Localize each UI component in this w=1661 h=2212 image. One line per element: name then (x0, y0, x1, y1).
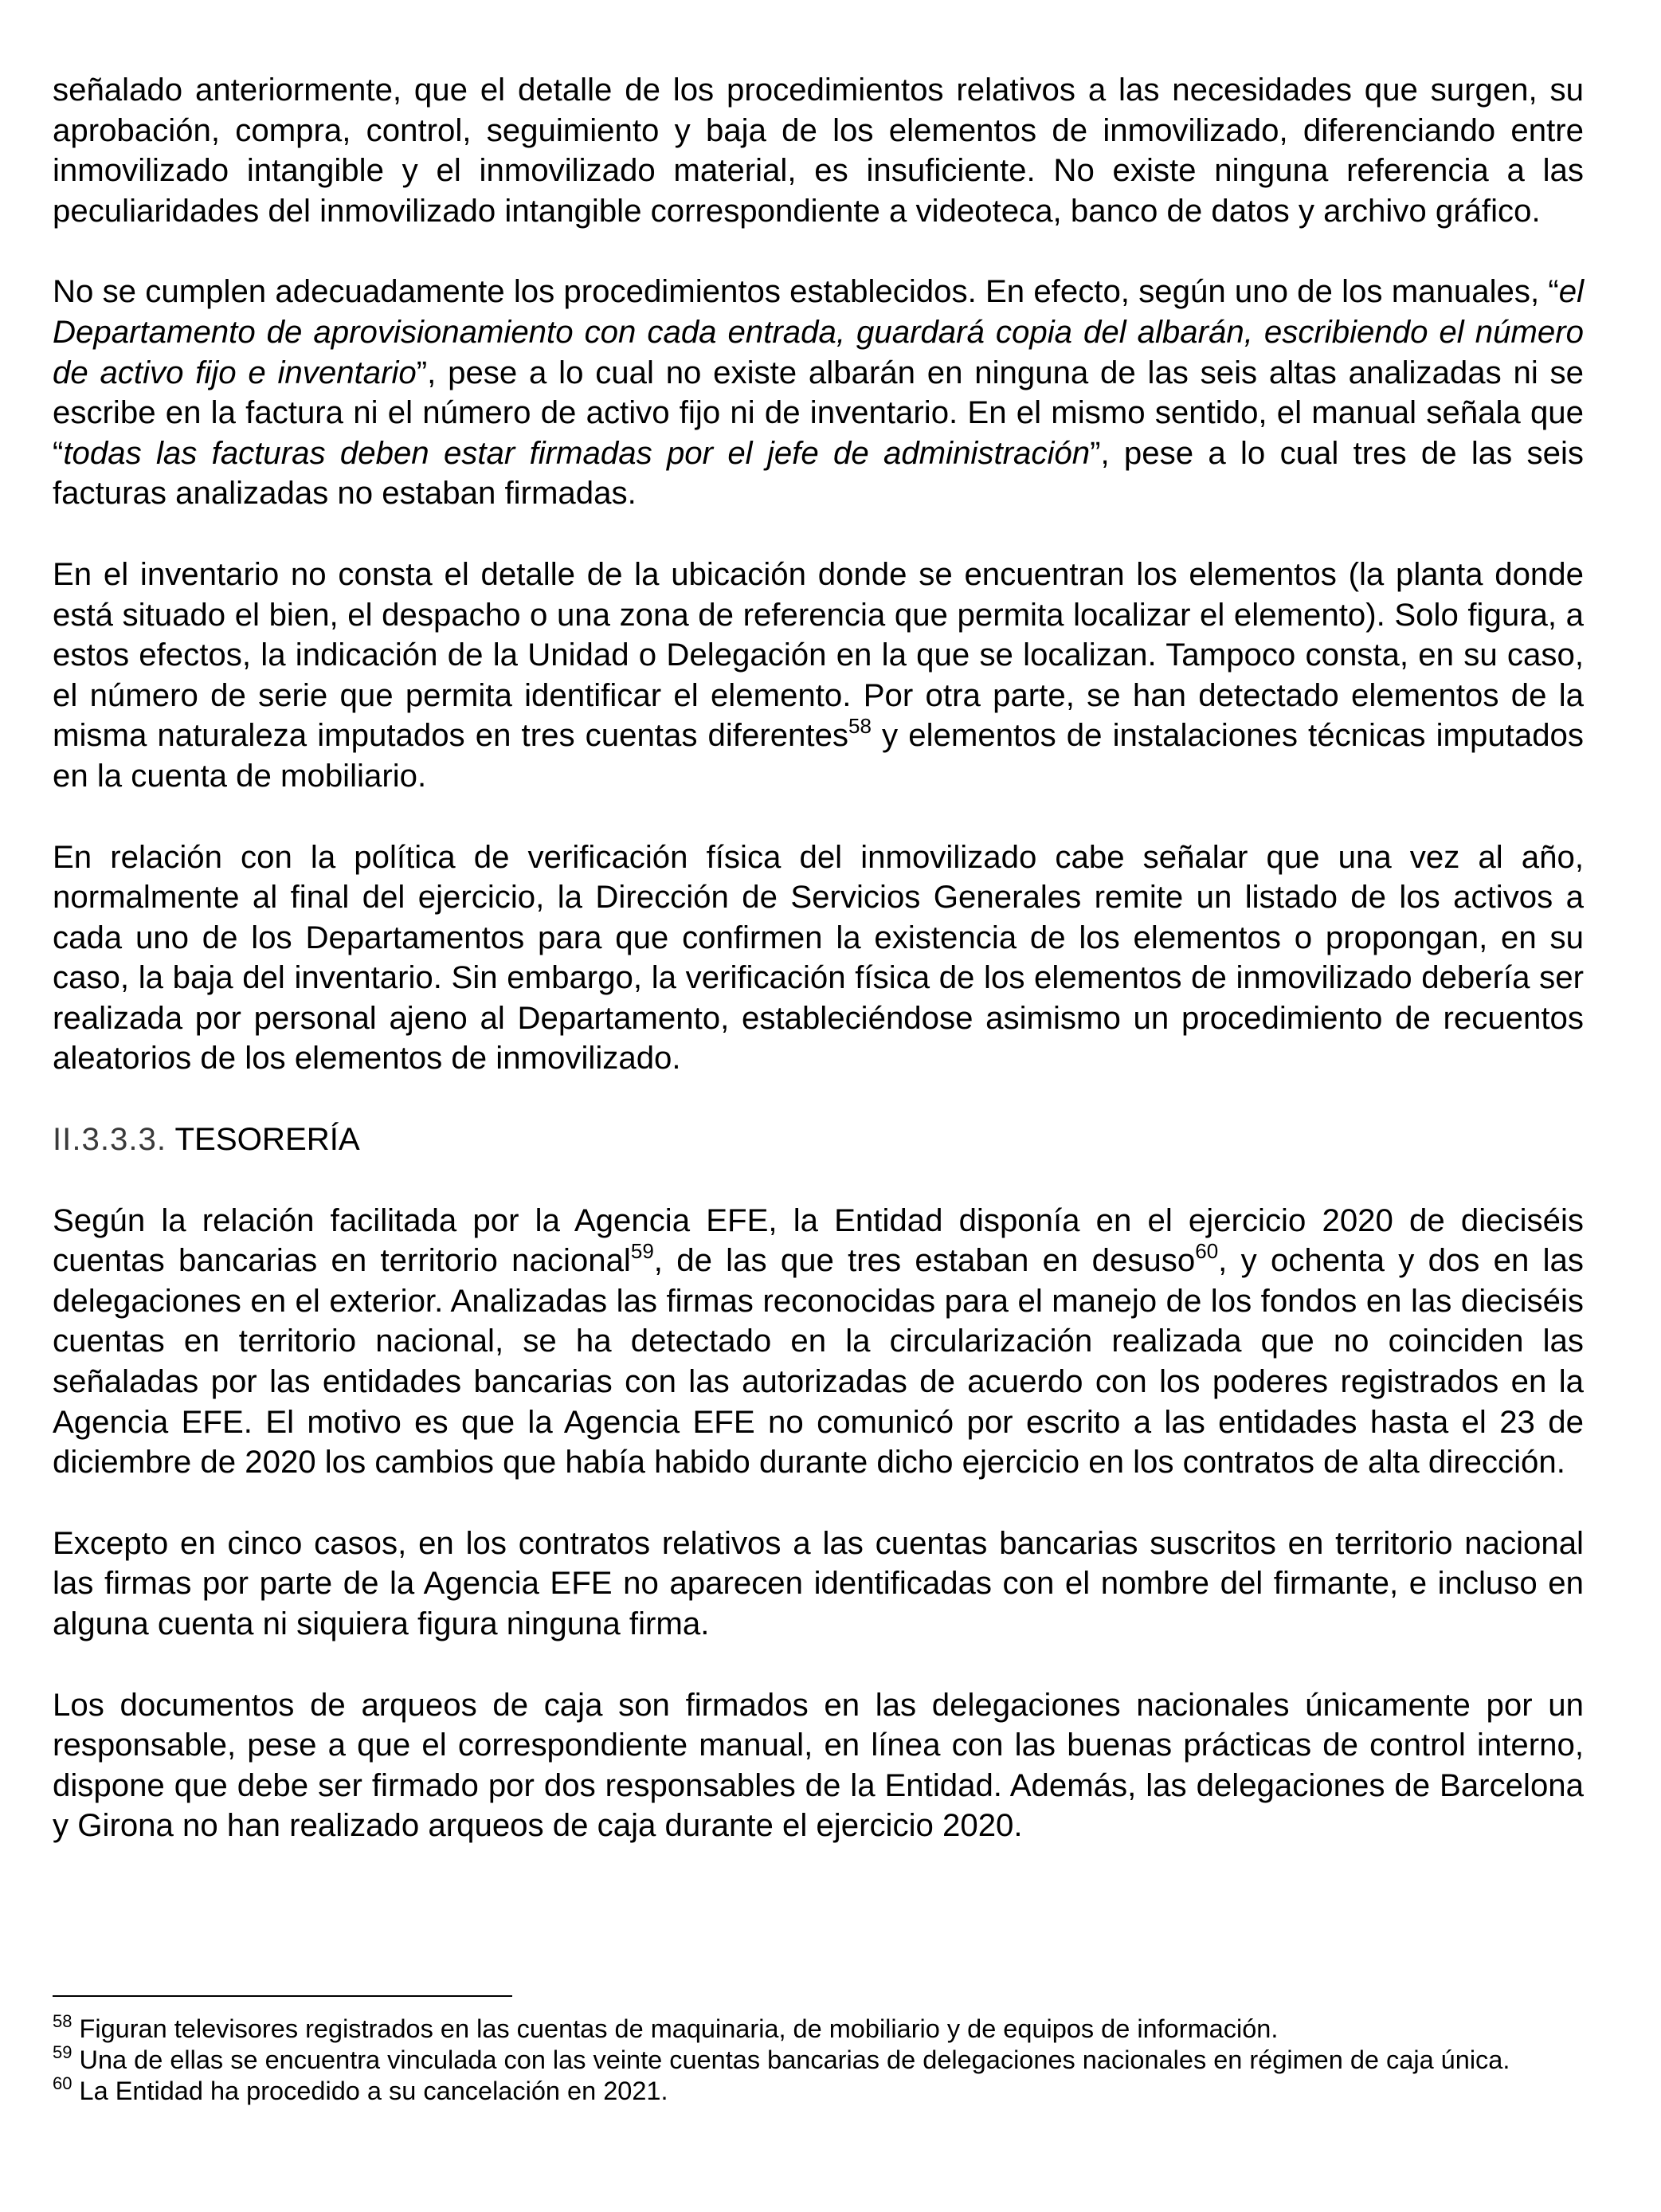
paragraph-inventory-location (53, 555, 1584, 797)
text-run: Excepto en cinco casos, en los contratos relativos a las cuentas bancarias suscritos en territorio nacional las firmas por parte de la Agencia EFE no aparecen identificadas con el nombre del firmante, e incluso en alguna cuenta ni siquiera figura ninguna firma. (53, 1524, 1584, 1641)
paragraph-bank-contracts (53, 1524, 1584, 1645)
text-run: y elementos de instalaciones técnicas imputados en la cuenta de mobiliario. (53, 717, 1584, 794)
text-run: Según la relación facilitada por la Agencia EFE, la Entidad disponía en el ejercicio 2020 de dieciséis cuentas bancarias en territorio nacional (53, 1202, 1584, 1279)
text-run: En relación con la política de verificación física del inmovilizado cabe señalar que una vez al año, normalmente al final del ejercicio, la Dirección de Servicios Generales remite un listado de los activos a cada uno de los Departamentos para que confirmen la existencia de los elementos o propongan, en su caso, la baja del inventario. Sin embargo, la verificación física de los elementos de inmovilizado debería ser realizada por personal ajeno al Departamento, estableciéndose asimismo un procedimiento de recuentos aleatorios de los elementos de inmovilizado. (53, 838, 1584, 1077)
footnote-text: Figuran televisores registrados en las cuentas de maquinaria, de mobiliario y de equipos de información. (79, 2014, 1279, 2043)
footnotes (53, 1995, 1584, 2107)
footnote-text: Una de ellas se encuentra vinculada con las veinte cuentas bancarias de delegaciones nacionales en régimen de caja única. (79, 2045, 1510, 2074)
document-body (53, 70, 1584, 1846)
text-run: señalado anteriormente, que el detalle de los procedimientos relativos a las necesidades que surgen, su aprobación, compra, control, seguimiento y baja de los elementos de inmovilizado, diferenciando entre inmovilizado intangible y el inmovilizado material, es insuficiente. No existe ninguna referencia a las peculiaridades del inmovilizado intangible correspondiente a videoteca, banco de datos y archivo gráfico. (53, 72, 1584, 229)
footnote-ref: 59 (630, 1238, 654, 1263)
text-run: , y ochenta y dos en las delegaciones en el exterior. Analizadas las firmas reconocidas para el manejo de los fondos en las dieciséis cuentas en territorio nacional, se ha detectado en la circularización realizada que no coinciden las señaladas por las entidades bancarias con las autorizadas de acuerdo con los poderes registrados en la Agencia EFE. El motivo es que la Agencia EFE no comunicó por escrito a las entidades hasta el 23 de diciembre de 2020 los cambios que había habido durante dicho ejercicio en los contratos de alta dirección. (53, 1242, 1584, 1481)
paragraph-bank-accounts (53, 1201, 1584, 1483)
section-title: TESORERÍA (174, 1121, 360, 1158)
footnote-separator (53, 1995, 512, 1997)
footnote-text: La Entidad ha procedido a su cancelación en 2021. (79, 2077, 668, 2105)
text-run: , de las que tres estaban en desuso (653, 1242, 1196, 1279)
text-run: En el inventario no consta el detalle de la ubicación donde se encuentran los elementos (la planta donde está situado el bien, el despacho o una zona de referencia que permita localizar el elemento). Solo figura, a estos efectos, la indicación de la Unidad o Delegación en la que se localizan. Tampoco consta, en su caso, el número de serie que permita identificar el elemento. Por otra parte, se han detectado elementos de la misma naturaleza imputados en tres cuentas diferentes (53, 555, 1584, 754)
footnote-58 (53, 2011, 1584, 2045)
paragraph-procedures-not-followed (53, 272, 1584, 514)
footnote-number: 58 (53, 2011, 72, 2032)
section-heading (53, 1120, 1584, 1160)
paragraph-physical-verification (53, 837, 1584, 1080)
italic-quote: todas las facturas deben estar firmadas por el jefe de administración (63, 434, 1091, 471)
footnote-ref: 58 (848, 713, 872, 738)
paragraph-inventory-procedures (53, 70, 1584, 231)
text-run: Los documentos de arqueos de caja son firmados en las delegaciones nacionales únicamente por un responsable, pese a que el correspondiente manual, en línea con las buenas prácticas de control interno, dispone que debe ser firmado por dos responsables de la Entidad. Además, las delegaciones de Barcelona y Girona no han realizado arqueos de caja durante el ejercicio 2020. (53, 1686, 1584, 1844)
text-run: ”, pese a lo cual no existe albarán en ninguna de las seis altas analizadas ni se escribe en la factura ni el número de activo fijo ni de inventario. En el mismo sentido, el manual señala que “ (53, 354, 1584, 471)
text-run: No se cumplen adecuadamente los procedimientos establecidos. En efecto, según uno de los manuales, “ (53, 273, 1559, 310)
footnote-60 (53, 2073, 1584, 2107)
footnote-number: 59 (53, 2042, 72, 2063)
paragraph-cash-counts (53, 1685, 1584, 1846)
section-number: II.3.3.3. (53, 1121, 167, 1158)
italic-quote: el Departamento de aprovisionamiento con cada entrada, guardará copia del albarán, escribiendo el número de activo fijo e inventario (53, 273, 1584, 390)
footnote-ref: 60 (1195, 1238, 1219, 1263)
footnote-59 (53, 2042, 1584, 2076)
text-run: ”, pese a lo cual tres de las seis facturas analizadas no estaban firmadas. (53, 434, 1584, 512)
footnote-number: 60 (53, 2073, 72, 2094)
